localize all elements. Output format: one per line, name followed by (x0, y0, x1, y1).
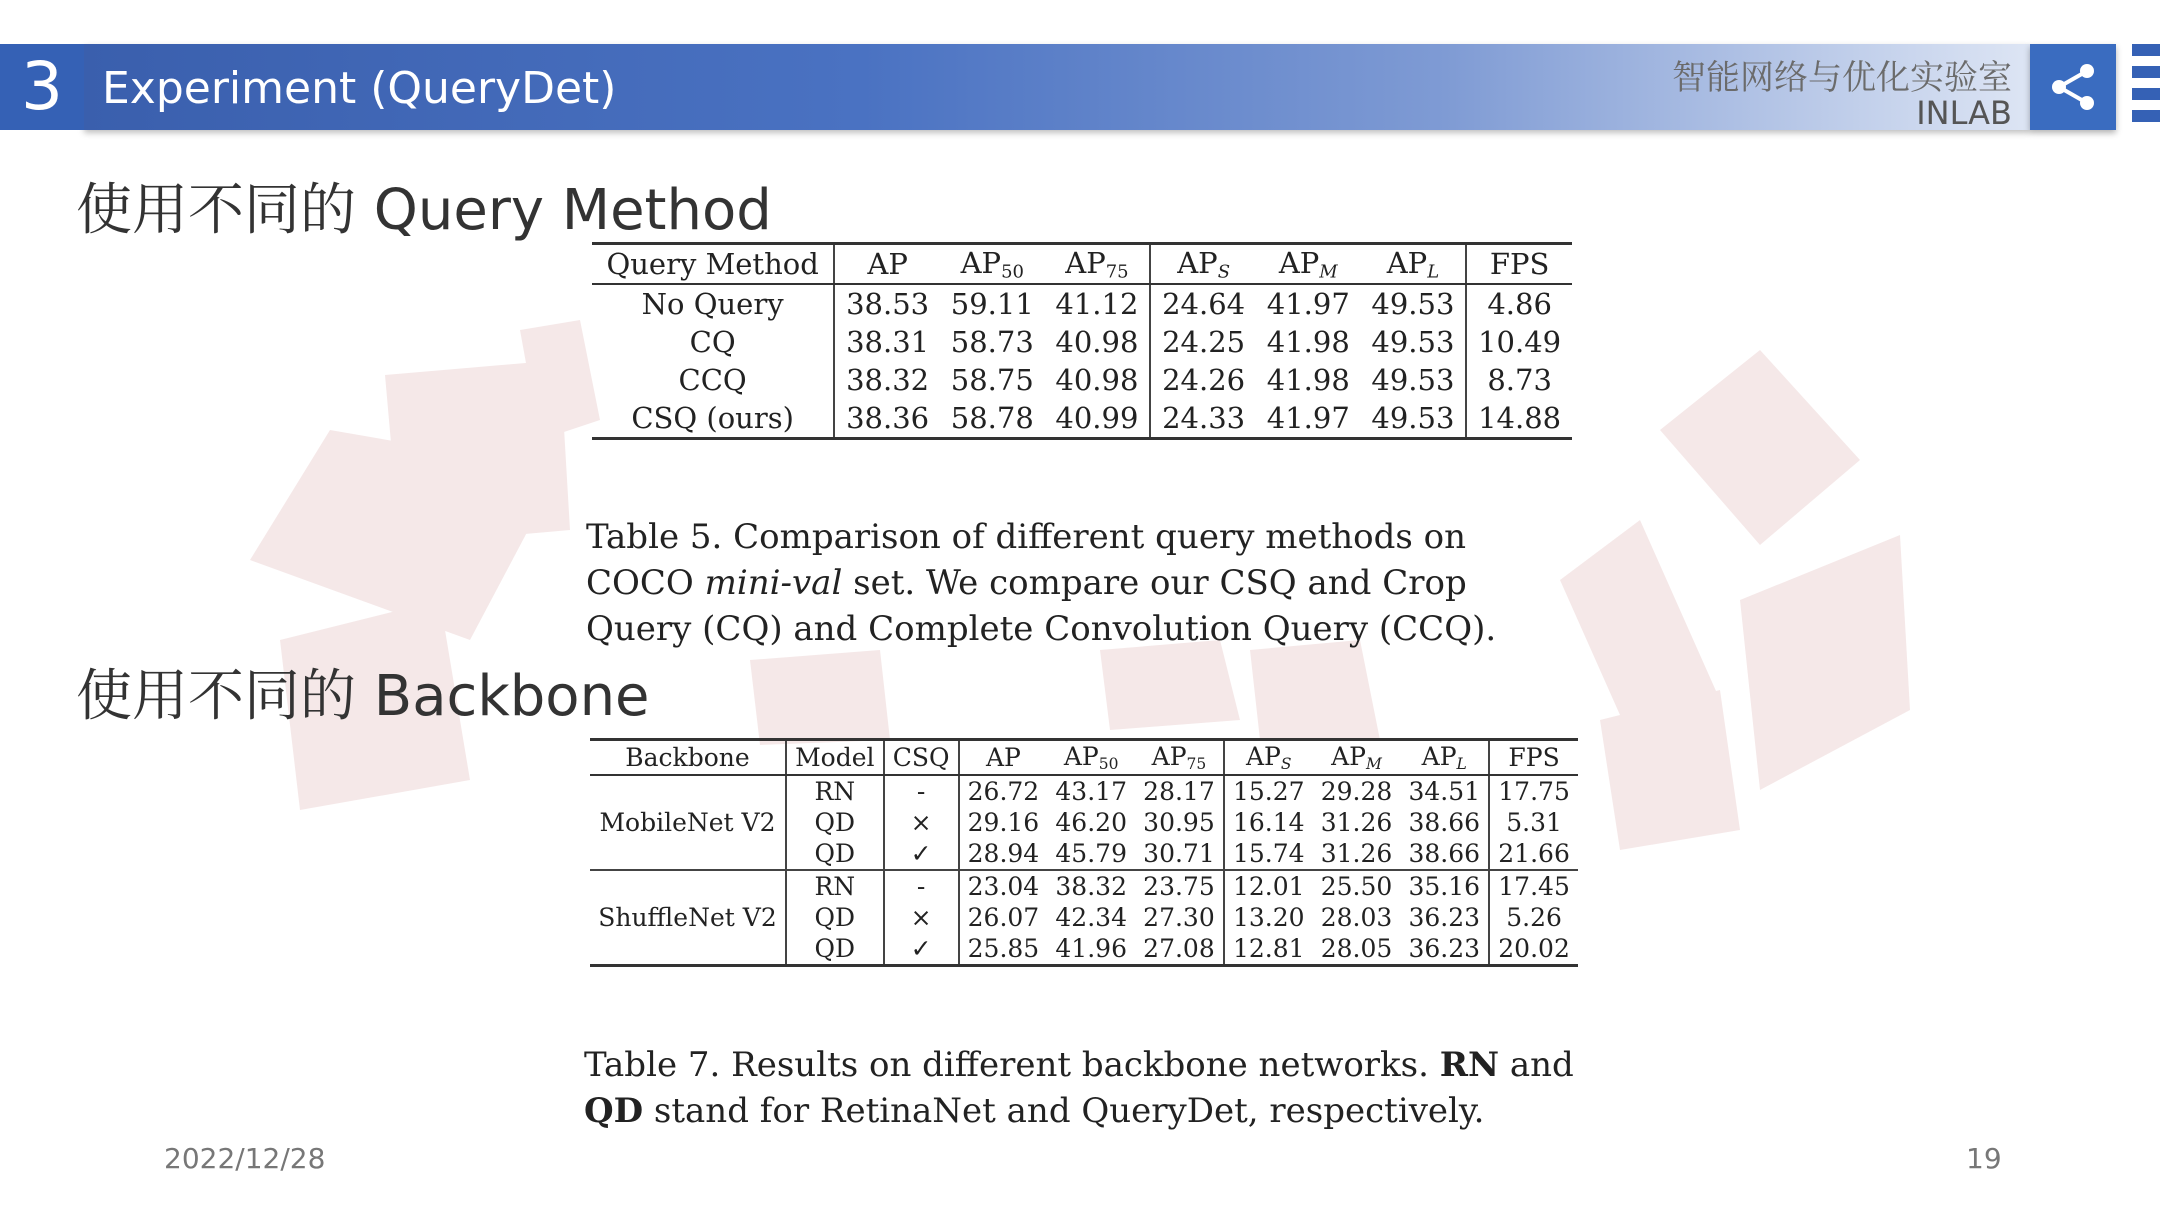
table-cell: RN (786, 870, 884, 902)
bg-shape (1100, 640, 1240, 730)
edge-decoration (2132, 44, 2160, 130)
table5-caption: Table 5. Comparison of different query methods on COCO mini-val set. We compare our CSQ and Crop Query (CQ) and Complete Convolution Query (CCQ). (586, 517, 1497, 649)
table-cell: 24.64 (1162, 287, 1246, 321)
table-cell: 49.53 (1361, 361, 1467, 399)
table-cell: 23.04 (967, 872, 1040, 901)
backbone-table (590, 738, 1578, 967)
table-cell: 27.30 (1135, 902, 1224, 933)
table-cell: 41.97 (1266, 287, 1350, 321)
table-cell: 31.26 (1320, 808, 1393, 837)
table-cell: 49.53 (1361, 323, 1467, 361)
table-cell: 31.26 (1313, 838, 1401, 870)
table-row (592, 361, 1572, 399)
table-header: $AP_S$ (1150, 244, 1256, 285)
table-cell: 8.73 (1487, 363, 1552, 397)
table-header: AP (959, 740, 1048, 776)
table-cell: 25.50 (1320, 872, 1393, 901)
table-cell: QD (786, 807, 884, 838)
table-cell: 15.27 (1232, 777, 1305, 806)
table-cell: QD (786, 902, 884, 933)
table-cell: 38.53 (846, 287, 930, 321)
table-cell: 41.98 (1266, 325, 1350, 359)
table-cell: CCQ (592, 361, 834, 399)
table-header: $AP_M$ (1313, 740, 1401, 776)
table-header: Query Method (592, 244, 834, 285)
table-cell: CQ (592, 323, 834, 361)
lab-name-cn: 智能网络与优化实验室 (1672, 58, 2012, 98)
slide-title: Experiment (QueryDet) (102, 63, 617, 114)
table-cell: 13.20 (1232, 903, 1305, 932)
table-row (592, 284, 1572, 323)
table-cell: - (884, 775, 959, 807)
table-row (592, 323, 1572, 361)
table-cell: 49.53 (1361, 399, 1467, 439)
table-cell: 38.36 (834, 399, 940, 439)
table-cell: 38.66 (1400, 838, 1489, 870)
table-cell: 46.20 (1055, 808, 1127, 837)
table-cell: 24.26 (1162, 363, 1246, 397)
table-cell: 30.95 (1135, 807, 1224, 838)
table-cell: 29.16 (967, 808, 1040, 837)
table-cell: 12.01 (1232, 872, 1305, 901)
table-cell: 25.85 (959, 933, 1048, 966)
table-row (592, 399, 1572, 439)
table-cell: 58.78 (940, 399, 1045, 439)
table-cell: 4.86 (1487, 287, 1552, 321)
table-row (590, 775, 1578, 807)
table-header: $AP_{50}$ (1047, 740, 1135, 776)
table-cell: 23.75 (1135, 870, 1224, 902)
table-header: FPS (1466, 244, 1572, 285)
table-header: Model (786, 740, 884, 776)
table-cell: 17.75 (1498, 777, 1570, 806)
bg-shape (1740, 535, 1910, 790)
table-cell: 58.75 (950, 363, 1034, 397)
table-cell: 21.66 (1489, 838, 1578, 870)
table-cell: No Query (592, 284, 834, 323)
table-cell: 28.17 (1135, 775, 1224, 807)
table-cell: 38.32 (846, 363, 930, 397)
table-cell-backbone: MobileNet V2 (590, 775, 786, 870)
table-cell: ✓ (884, 838, 959, 870)
table-header: $AP_M$ (1256, 244, 1361, 285)
table-cell: 42.34 (1055, 903, 1127, 932)
table-cell: ✓ (884, 933, 959, 966)
table-header-row (592, 244, 1572, 285)
table-header: $AP_{75}$ (1045, 244, 1151, 285)
table-header: $AP_{50}$ (940, 244, 1045, 285)
table-cell: 41.12 (1045, 284, 1151, 323)
table7-caption: Table 7. Results on different backbone networks. RN and QD stand for RetinaNet and QueryDet, respectively. (584, 1045, 1574, 1131)
table-cell: 28.94 (959, 838, 1048, 870)
table-header: FPS (1489, 740, 1578, 776)
table-cell: × (884, 902, 959, 933)
table-cell: 41.98 (1266, 363, 1350, 397)
table-cell: 16.14 (1232, 808, 1305, 837)
table-header: $AP_L$ (1400, 740, 1489, 776)
table-cell: 24.25 (1162, 325, 1246, 359)
table-cell: 38.66 (1400, 807, 1489, 838)
table-cell: - (884, 870, 959, 902)
table-cell: 26.72 (967, 777, 1040, 806)
page-number: 19 (1966, 1142, 2002, 1175)
table-cell: 5.31 (1506, 808, 1562, 837)
table-cell: 28.03 (1320, 903, 1393, 932)
table-cell: 36.23 (1400, 933, 1489, 966)
table-cell: 35.16 (1400, 870, 1489, 902)
table-cell: 12.81 (1224, 933, 1313, 966)
table-cell: 38.32 (1055, 872, 1127, 901)
table-cell: QD (786, 838, 884, 870)
table-cell: 17.45 (1498, 872, 1570, 901)
table-cell: RN (786, 775, 884, 807)
table-cell: 15.74 (1224, 838, 1313, 870)
table-header: $AP_S$ (1224, 740, 1313, 776)
table-cell: 34.51 (1400, 775, 1489, 807)
table-cell: 29.28 (1320, 777, 1393, 806)
table-row (590, 870, 1578, 902)
table-cell: 5.26 (1506, 903, 1562, 932)
lab-name-en: INLAB (1916, 94, 2012, 132)
table-header: CSQ (884, 740, 959, 776)
table-header-row (590, 740, 1578, 776)
table-cell: CSQ (ours) (592, 399, 834, 439)
table-cell: 40.98 (1045, 361, 1151, 399)
table-cell: 43.17 (1055, 777, 1127, 806)
section-heading-backbone: 使用不同的 Backbone (76, 664, 650, 729)
query-method-table (592, 242, 1572, 440)
share-icon (2047, 61, 2099, 113)
table-cell: 30.71 (1135, 838, 1224, 870)
table-cell: 59.11 (950, 287, 1034, 321)
section-number: 3 (0, 44, 84, 130)
bg-shape (750, 650, 890, 745)
table-cell: 45.79 (1047, 838, 1135, 870)
table-cell: 27.08 (1135, 933, 1224, 966)
bg-shape (1660, 350, 1860, 545)
footer-date: 2022/12/28 (164, 1142, 326, 1175)
table-header: Backbone (590, 740, 786, 776)
table-cell: QD (786, 933, 884, 966)
table-cell: 38.31 (846, 325, 930, 359)
table-cell: 26.07 (967, 903, 1040, 932)
table-cell: 40.98 (1045, 323, 1151, 361)
table-cell-backbone: ShuffleNet V2 (590, 870, 786, 966)
table-cell: 36.23 (1400, 902, 1489, 933)
section-heading-query-method: 使用不同的 Query Method (76, 178, 772, 243)
table-cell: 40.99 (1045, 399, 1151, 439)
table-cell: 41.97 (1256, 399, 1361, 439)
table-cell: 24.33 (1150, 399, 1256, 439)
share-button[interactable] (2030, 44, 2116, 130)
table-cell: 10.49 (1478, 325, 1562, 359)
table-header: AP (834, 244, 940, 285)
table-cell: 28.05 (1313, 933, 1401, 966)
table-header: $AP_L$ (1361, 244, 1467, 285)
table-cell: 58.73 (950, 325, 1034, 359)
table-cell: 41.96 (1047, 933, 1135, 966)
table-cell: 20.02 (1489, 933, 1578, 966)
table-cell: 14.88 (1466, 399, 1572, 439)
table-header: $AP_{75}$ (1135, 740, 1224, 776)
bg-shape (1250, 640, 1380, 740)
table-cell: × (884, 807, 959, 838)
table-cell: 49.53 (1361, 284, 1467, 323)
